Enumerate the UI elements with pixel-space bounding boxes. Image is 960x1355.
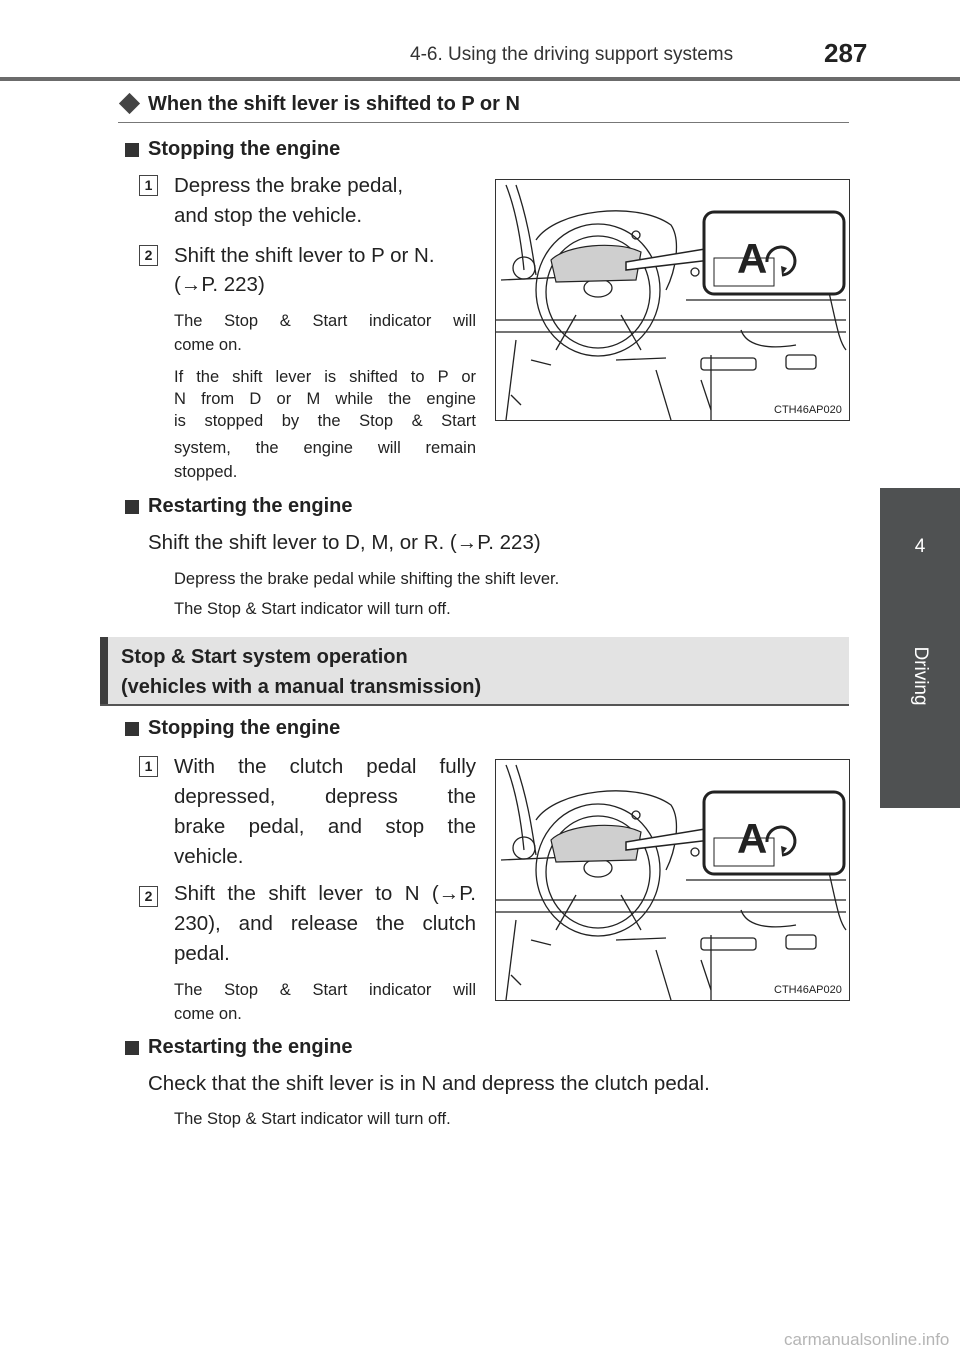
- section-banner-title-line2: (vehicles with a manual transmission): [121, 676, 482, 698]
- section-banner-rule: [100, 704, 849, 706]
- dashboard-illustration-2: [495, 759, 850, 1001]
- note-shift-line5: stopped.: [174, 463, 238, 481]
- subheading-restarting-engine: Restarting the engine: [148, 495, 353, 517]
- dashboard-line-art: [496, 180, 849, 420]
- figure-code: CTH46AP020: [774, 404, 842, 416]
- callout-letter-a: A: [737, 235, 768, 282]
- dashboard-line-art: [496, 760, 849, 1000]
- figure-code: CTH46AP020: [774, 984, 842, 996]
- manual-note-indicator-on-line2: come on.: [174, 1005, 242, 1023]
- section-heading-rule: [118, 122, 849, 123]
- note-shift-line1: If the shift lever is shifted to P or: [174, 368, 476, 386]
- manual-step1-line2: depressed, depress the: [174, 785, 476, 808]
- square-bullet-icon: [125, 1041, 139, 1055]
- square-bullet-icon: [125, 143, 139, 157]
- dashboard-illustration-1: [495, 179, 850, 421]
- restart-note-brake: Depress the brake pedal while shifting the shift lever.: [174, 570, 560, 588]
- step1-text-line1: Depress the brake pedal,: [174, 174, 404, 197]
- manual-step1-line4: vehicle.: [174, 845, 244, 868]
- step1-text-line2: and stop the vehicle.: [174, 204, 363, 227]
- section-banner-bar: [100, 637, 108, 705]
- manual-note-indicator-on-line1: The Stop & Start indicator will: [174, 981, 476, 999]
- callout-letter-a: A: [737, 815, 768, 862]
- subheading-stopping-engine-manual: Stopping the engine: [148, 717, 341, 739]
- manual-restart-instruction: Check that the shift lever is in N and depress the clutch pedal.: [148, 1072, 710, 1095]
- note-indicator-on-line1: The Stop & Start indicator will: [174, 312, 476, 330]
- restart-instruction: Shift the shift lever to D, M, or R. (→P. 223): [148, 531, 541, 554]
- step2-text-line2: (→P. 223): [174, 273, 265, 296]
- subheading-restarting-engine-manual: Restarting the engine: [148, 1036, 353, 1058]
- step-number-2: 2: [139, 886, 158, 907]
- step-number-1: 1: [139, 756, 158, 777]
- diamond-bullet-icon: [119, 93, 140, 114]
- square-bullet-icon: [125, 500, 139, 514]
- chapter-label: Driving: [910, 646, 931, 706]
- manual-step2-line1: Shift the shift lever to N (→P.: [174, 882, 476, 905]
- manual-step1-line1: With the clutch pedal fully: [174, 755, 476, 778]
- manual-restart-note-indicator-off: The Stop & Start indicator will turn off.: [174, 1110, 451, 1128]
- subheading-stopping-engine: Stopping the engine: [148, 138, 341, 160]
- note-shift-line3: is stopped by the Stop & Start: [174, 412, 476, 430]
- manual-step1-line3: brake pedal, and stop the: [174, 815, 476, 838]
- note-shift-line4: system, the engine will remain: [174, 439, 476, 457]
- page-number: 287: [824, 38, 868, 68]
- step2-text-line1: Shift the shift lever to P or N.: [174, 244, 435, 267]
- header-rule: [0, 77, 960, 81]
- manual-step2-line2: 230), and release the clutch: [174, 912, 476, 935]
- chapter-number: 4: [914, 536, 926, 557]
- step-number-1: 1: [139, 175, 158, 196]
- restart-note-indicator-off: The Stop & Start indicator will turn off.: [174, 600, 451, 618]
- note-indicator-on-line2: come on.: [174, 336, 242, 354]
- section-heading-p-or-n: When the shift lever is shifted to P or N: [148, 93, 520, 115]
- step-number-2: 2: [139, 245, 158, 266]
- manual-step2-line3: pedal.: [174, 942, 230, 965]
- site-watermark: carmanualsonline.info: [784, 1330, 950, 1349]
- chapter-label-wrap: [880, 646, 960, 706]
- note-shift-line2: N from D or M while the engine: [174, 390, 476, 408]
- header-section-title: 4-6. Using the driving support systems: [410, 44, 734, 65]
- square-bullet-icon: [125, 722, 139, 736]
- section-banner-title-line1: Stop & Start system operation: [121, 646, 408, 668]
